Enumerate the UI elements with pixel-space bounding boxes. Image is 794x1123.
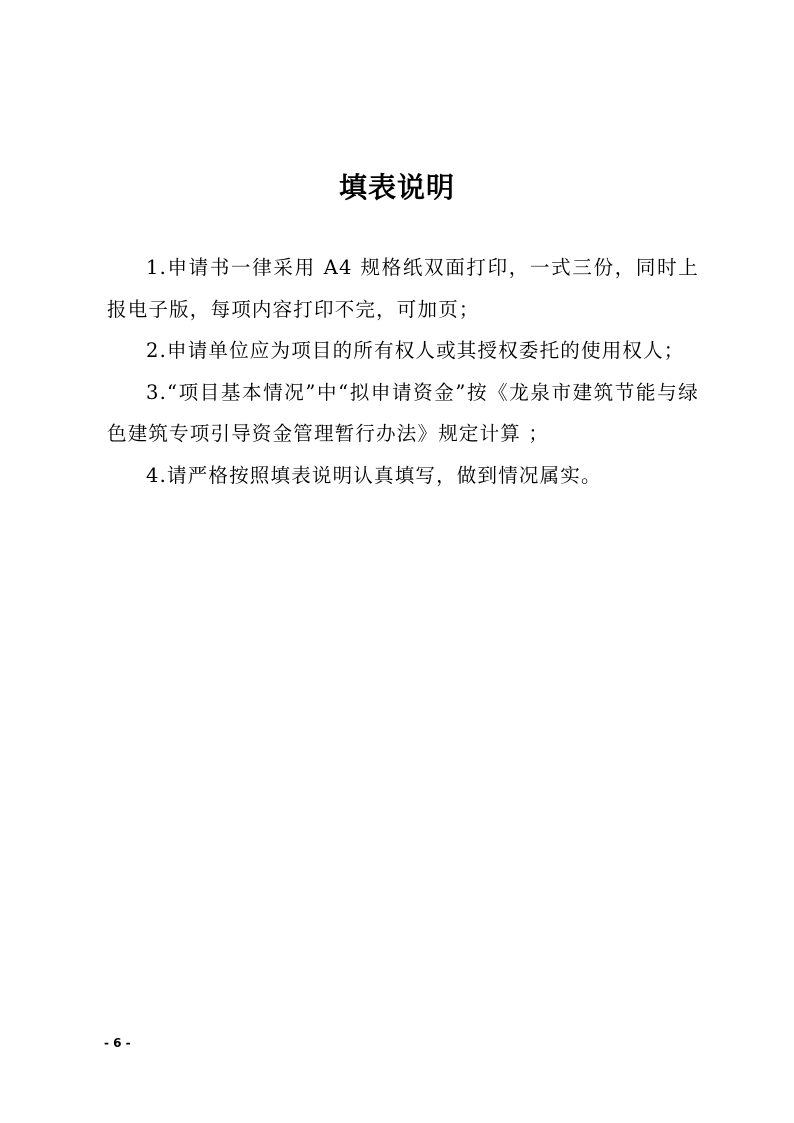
instruction-item-4: 4.请严格按照填表说明认真填写，做到情况属实。 (146, 463, 602, 487)
instruction-item-1: 1.申请书一律采用 A4 规格纸双面打印，一式三份，同时上报电子版，每项内容打印不完，可加页； (107, 256, 699, 321)
instruction-item-2: 2.申请单位应为项目的所有权人或其授权委托的使用权人； (146, 339, 685, 362)
page-title: 填表说明 (338, 171, 455, 204)
instruction-item-3: 3.“项目基本情况”中“拟申请资金”按《龙泉市建筑节能与绿色建筑专项引导资金管理暂行办法》规定计算 ； (107, 380, 699, 445)
instructions-body (107, 247, 699, 496)
page-number: - 6 - (104, 1036, 131, 1050)
